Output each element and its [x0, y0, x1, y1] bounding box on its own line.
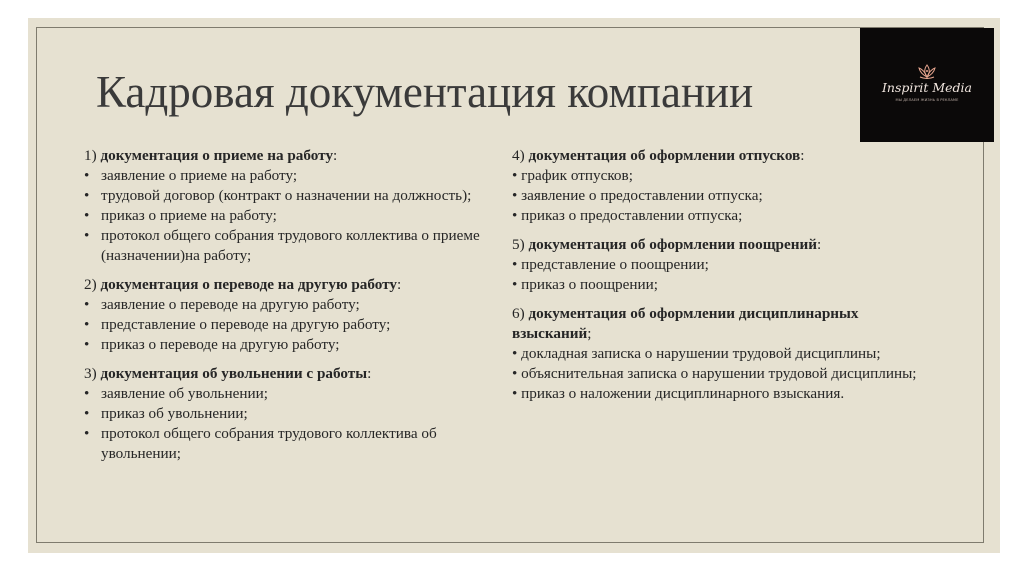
list-item — [512, 206, 932, 226]
section-heading — [512, 304, 932, 344]
section-title: документация об оформлении дисциплинарных взысканий — [512, 305, 859, 342]
list-item — [84, 206, 484, 226]
section-heading — [512, 146, 932, 166]
bullet-icon: • — [512, 365, 522, 382]
bullet-icon: • — [84, 207, 90, 224]
company-logo — [860, 28, 994, 142]
bullet-icon: • — [84, 187, 90, 204]
section-number: 6) — [512, 305, 525, 322]
list-item — [84, 295, 484, 315]
section-heading — [84, 146, 484, 166]
bullet-icon: • — [84, 425, 90, 442]
bullet-icon: • — [84, 296, 90, 313]
section-number: 1) — [84, 147, 97, 164]
logo-tagline: МЫ ДЕЛАЕМ ЖИЗНЬ В РЕКЛАМЕ — [895, 98, 959, 102]
bullet-icon: • — [84, 336, 90, 353]
list-item — [84, 404, 484, 424]
bullet-icon: • — [512, 385, 522, 402]
doc-section — [512, 304, 932, 404]
logo-name: Inspirit Media — [881, 80, 973, 95]
section-punctuation: : — [367, 365, 372, 382]
document-list — [84, 166, 484, 266]
list-item-text: приказ о приеме на работу; — [101, 207, 277, 224]
list-item-text: заявление о приеме на работу; — [101, 167, 298, 184]
list-item — [84, 186, 484, 206]
list-item-text: протокол общего собрания трудового коллектива об увольнении; — [101, 425, 437, 462]
section-punctuation: : — [817, 236, 822, 253]
bullet-icon: • — [84, 167, 90, 184]
list-item — [84, 335, 484, 355]
bullet-icon: • — [84, 316, 90, 333]
list-item-text: приказ о переводе на другую работу; — [101, 336, 340, 353]
section-title: документация об оформлении поощрений — [528, 236, 818, 253]
bullet-icon: • — [512, 345, 522, 362]
list-item — [512, 364, 932, 384]
doc-section — [512, 235, 932, 295]
left-column — [84, 146, 484, 473]
document-list — [512, 166, 932, 226]
list-item — [84, 315, 484, 335]
section-title: документация о приеме на работу — [100, 147, 334, 164]
list-item — [512, 255, 932, 275]
doc-section — [84, 364, 484, 464]
section-punctuation: : — [800, 147, 805, 164]
list-item-text: заявление о предоставлении отпуска; — [521, 187, 763, 204]
document-list — [512, 255, 932, 295]
document-list — [84, 384, 484, 464]
bullet-icon: • — [84, 385, 90, 402]
list-item-text: приказ о предоставлении отпуска; — [521, 207, 743, 224]
section-heading — [512, 235, 932, 255]
document-list — [84, 295, 484, 355]
list-item — [512, 384, 932, 404]
bullet-icon: • — [512, 276, 522, 293]
list-item — [512, 166, 932, 186]
list-item-text: протокол общего собрания трудового коллектива о приеме (назначении)на работу; — [101, 227, 480, 264]
doc-section — [84, 146, 484, 266]
list-item-text: представление о поощрении; — [521, 256, 709, 273]
section-punctuation: : — [333, 147, 338, 164]
bullet-icon: • — [84, 227, 90, 244]
section-number: 5) — [512, 236, 525, 253]
list-item-text: приказ об увольнении; — [101, 405, 248, 422]
list-item-text: заявление о переводе на другую работу; — [101, 296, 360, 313]
page-title: Кадровая документация компании — [96, 67, 754, 117]
list-item-text: приказ о поощрении; — [521, 276, 658, 293]
list-item — [512, 344, 932, 364]
section-number: 3) — [84, 365, 97, 382]
section-title: документация о переводе на другую работу — [100, 276, 398, 293]
list-item-text: объяснительная записка о нарушении трудовой дисциплины; — [521, 365, 917, 382]
list-item — [84, 226, 484, 266]
list-item — [84, 384, 484, 404]
list-item — [84, 424, 484, 464]
list-item-text: трудовой договор (контракт о назначении на должность); — [101, 187, 472, 204]
bullet-icon: • — [84, 405, 90, 422]
right-column — [512, 146, 932, 413]
section-number: 4) — [512, 147, 525, 164]
section-punctuation: ; — [587, 325, 592, 342]
section-heading — [84, 275, 484, 295]
doc-section — [84, 275, 484, 355]
bullet-icon: • — [512, 256, 522, 273]
lotus-icon — [916, 63, 938, 79]
section-number: 2) — [84, 276, 97, 293]
section-title: документация об оформлении отпусков — [528, 147, 801, 164]
section-heading — [84, 364, 484, 384]
list-item — [512, 186, 932, 206]
list-item — [84, 166, 484, 186]
list-item-text: приказ о наложении дисциплинарного взыскания. — [521, 385, 845, 402]
list-item — [512, 275, 932, 295]
document-list — [512, 344, 932, 404]
list-item-text: заявление об увольнении; — [101, 385, 268, 402]
bullet-icon: • — [512, 187, 522, 204]
section-title: документация об увольнении с работы — [100, 365, 368, 382]
bullet-icon: • — [512, 207, 522, 224]
doc-section — [512, 146, 932, 226]
section-punctuation: : — [397, 276, 402, 293]
bullet-icon: • — [512, 167, 522, 184]
list-item-text: график отпусков; — [521, 167, 633, 184]
list-item-text: представление о переводе на другую работу; — [101, 316, 391, 333]
slide — [28, 18, 1000, 553]
list-item-text: докладная записка о нарушении трудовой дисциплины; — [521, 345, 881, 362]
